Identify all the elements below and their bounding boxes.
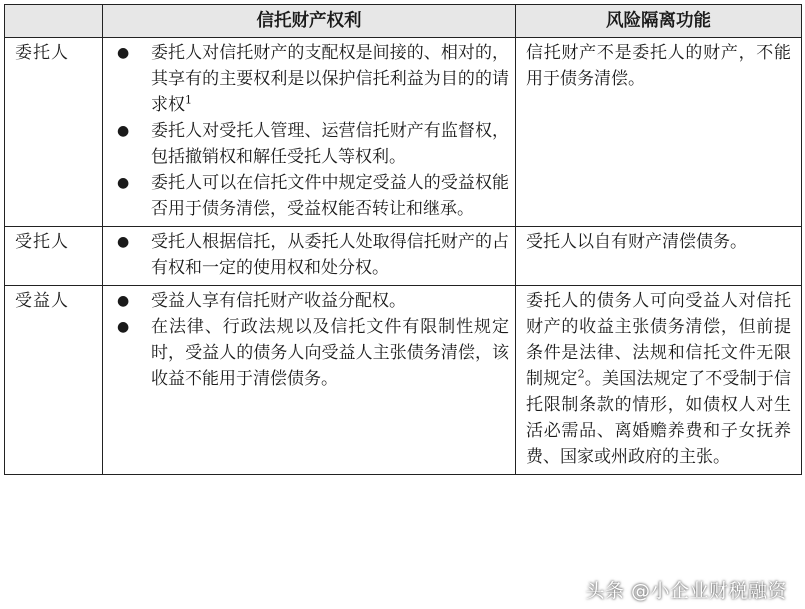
isolation-paragraph <box>516 286 801 474</box>
rights-text: 在法律、行政法规以及信托文件有限制性规定时，受益人的债务人向受益人主张债务清偿，该收益不能用于清偿债务。 <box>151 317 509 389</box>
rights-cell <box>103 227 516 286</box>
isolation-text: 信托财产不是委托人的财产，不能用于债务清偿。 <box>526 43 791 89</box>
rights-list <box>103 286 515 396</box>
rights-text: 受益人享有信托财产收益分配权。 <box>151 291 406 311</box>
rights-item <box>103 288 509 314</box>
isolation-text: 委托人的债务人可向受益人对信托财产的收益主张债务清偿，但前提条件是法律、法规和信托文件无限制规定 <box>526 291 791 389</box>
footnote-marker: 2 <box>577 367 585 381</box>
bullet-icon: ● <box>117 123 130 139</box>
isolation-cell <box>516 38 802 227</box>
bullet-icon: ● <box>117 45 130 61</box>
source-watermark: 头条 @小企业财税融资 <box>585 580 787 602</box>
bullet-icon: ● <box>117 293 130 309</box>
rights-list <box>103 227 515 285</box>
rights-text: 委托人对受托人管理、运营信托财产有监督权，包括撤销权和解任受托人等权利。 <box>151 121 509 167</box>
table-header-row <box>5 5 802 38</box>
header-rights: 信托财产权利 <box>103 5 516 38</box>
rights-item <box>103 118 509 170</box>
bullet-icon: ● <box>117 319 130 335</box>
bullet-icon: ● <box>117 234 130 250</box>
trust-rights-table <box>4 4 802 475</box>
table-row-beneficiary <box>5 286 802 475</box>
rights-cell <box>103 38 516 227</box>
rights-text: 委托人对信托财产的支配权是间接的、相对的，其享有的主要权利是以保护信托利益为目的的请求权 <box>151 43 509 115</box>
rights-text: 受托人根据信托，从委托人处取得信托财产的占有权和一定的使用权和处分权。 <box>151 232 509 278</box>
header-role <box>5 5 103 38</box>
rights-cell <box>103 286 516 475</box>
table-row-trustee <box>5 227 802 286</box>
rights-text: 委托人可以在信托文件中规定受益人的受益权能否用于债务清偿，受益权能否转让和继承。 <box>151 173 509 219</box>
footnote-marker: 1 <box>185 93 192 107</box>
isolation-text: 受托人以自有财产清偿债务。 <box>526 232 747 252</box>
isolation-cell <box>516 286 802 475</box>
role-cell <box>5 227 103 286</box>
header-isolation: 风险隔离功能 <box>516 5 802 38</box>
table-row-settlor <box>5 38 802 227</box>
role-cell <box>5 38 103 227</box>
role-cell <box>5 286 103 475</box>
rights-item <box>103 314 509 392</box>
role-label: 委托人 <box>15 43 69 63</box>
rights-item <box>103 40 509 118</box>
rights-item <box>103 170 509 222</box>
role-label: 受益人 <box>15 291 69 311</box>
isolation-text-continued: 。美国法规定了不受制于信托限制条款的情形，如债权人对生活必需品、离婚赡养费和子女抚养费、国家或州政府的主张。 <box>526 369 792 467</box>
bullet-icon: ● <box>117 175 130 191</box>
isolation-cell <box>516 227 802 286</box>
role-label: 受托人 <box>15 232 69 252</box>
rights-item <box>103 229 509 281</box>
rights-list <box>103 38 515 226</box>
